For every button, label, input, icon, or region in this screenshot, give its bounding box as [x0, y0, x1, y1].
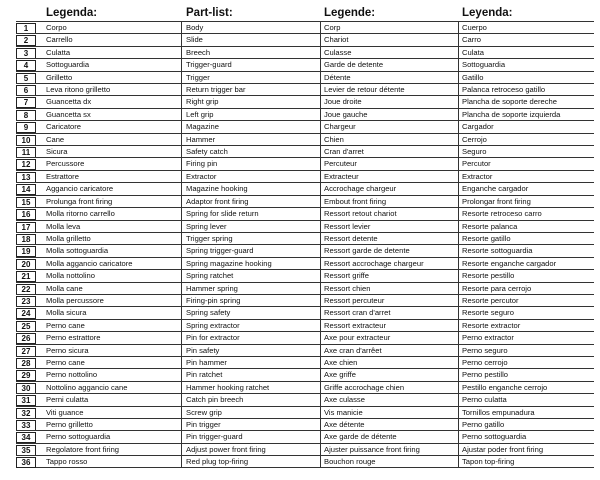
cell-english: Screw grip: [186, 407, 222, 417]
cell-english: Pin trigger-guard: [186, 432, 243, 442]
cell-italian: Tappo rosso: [46, 457, 88, 467]
table-row: [16, 381, 594, 393]
cell-spanish: Culata: [462, 47, 484, 57]
cell-english: Magazine: [186, 122, 219, 132]
cell-italian: Perno cane: [46, 357, 85, 367]
cell-spanish: Resorte palanca: [462, 221, 518, 231]
header-italian: Legenda:: [46, 7, 98, 19]
cell-french: Ressort cran d'arret: [324, 308, 391, 318]
cell-french: Ressort retout chariot: [324, 209, 397, 219]
table-row: [16, 83, 594, 95]
cell-french: Embout front firing: [324, 196, 387, 206]
cell-spanish: Resorte retroceso carro: [462, 209, 542, 219]
cell-italian: Sicura: [46, 147, 68, 157]
cell-italian: Estrattore: [46, 171, 79, 181]
cell-french: Chien: [324, 134, 344, 144]
cell-french: Corp: [324, 23, 341, 32]
cell-spanish: Plancha de soporte dereche: [462, 97, 557, 107]
cell-french: Ressort percuteur: [324, 295, 385, 305]
table-row: [16, 207, 594, 219]
table-row: [16, 46, 594, 58]
cell-english: Adjust power front firing: [186, 444, 266, 454]
cell-english: Trigger: [186, 72, 210, 82]
cell-english: Pin trigger: [186, 420, 221, 429]
cell-french: Axe cran d'arrêet: [324, 345, 382, 355]
cell-french: Ajuster puissance front firing: [324, 444, 420, 454]
cell-spanish: Seguro: [462, 147, 487, 157]
table-row: [16, 182, 594, 194]
cell-english: Spring safety: [186, 308, 231, 318]
cell-italian: Molla ritorno carrello: [46, 209, 115, 219]
cell-french: Griffe accrochage chien: [324, 382, 405, 392]
item-number: 36: [16, 457, 36, 468]
cell-spanish: Extractor: [462, 171, 493, 181]
item-number: 35: [16, 445, 36, 456]
item-number: 2: [16, 35, 36, 46]
cell-french: Accrochage chargeur: [324, 184, 397, 194]
cell-french: Ressort garde de detente: [324, 246, 410, 256]
cell-italian: Molla cane: [46, 283, 83, 293]
table-row: [16, 95, 594, 107]
item-number: 1: [16, 23, 36, 34]
cell-english: Firing pin: [186, 159, 218, 169]
cell-italian: Perno estrattore: [46, 333, 101, 343]
cell-italian: Perno sicura: [46, 345, 89, 355]
cell-spanish: Resorte extractor: [462, 320, 521, 330]
cell-italian: Nottolino aggancio cane: [46, 382, 128, 392]
cell-english: Spring magazine hooking: [186, 258, 272, 268]
item-number: 15: [16, 197, 36, 208]
cell-french: Axe pour extracteur: [324, 333, 391, 343]
cell-english: Spring for slide return: [186, 209, 259, 219]
table-row: [16, 269, 594, 281]
cell-english: Left grip: [186, 109, 214, 119]
cell-italian: Sottoguardia: [46, 60, 90, 70]
table-row: [16, 368, 594, 380]
cell-italian: Guancetta sx: [46, 109, 91, 119]
cell-spanish: Resorte sottoguardia: [462, 246, 533, 256]
cell-french: Ressort extracteur: [324, 320, 387, 330]
table-row: [16, 133, 594, 145]
cell-french: Ressort griffe: [324, 271, 370, 281]
cell-french: Axe garde de détente: [324, 432, 397, 442]
table-row: [16, 120, 594, 132]
item-number: 28: [16, 358, 36, 369]
cell-french: Cran d'arret: [324, 147, 364, 157]
cell-french: Axe griffe: [324, 370, 356, 380]
header-spanish: Leyenda:: [462, 7, 513, 19]
cell-spanish: Cuerpo: [462, 23, 487, 32]
cell-italian: Culatta: [46, 47, 71, 57]
header-row: [16, 6, 594, 20]
item-number: 23: [16, 296, 36, 307]
cell-french: Joue gauche: [324, 109, 368, 119]
cell-italian: Percussore: [46, 159, 85, 169]
cell-english: Right grip: [186, 97, 219, 107]
cell-english: Pin ratchet: [186, 370, 223, 380]
cell-french: Ressort detente: [324, 233, 378, 243]
cell-french: Axe culasse: [324, 395, 365, 405]
table-row: [16, 319, 594, 331]
item-number: 9: [16, 122, 36, 133]
cell-english: Spring lever: [186, 221, 227, 231]
item-number: 27: [16, 346, 36, 357]
item-number: 31: [16, 395, 36, 406]
cell-french: Extracteur: [324, 171, 359, 181]
cell-spanish: Pestillo enganche cerrojo: [462, 382, 548, 392]
cell-english: Pin safety: [186, 345, 220, 355]
item-number: 12: [16, 159, 36, 170]
cell-french: Ressort accrochage chargeur: [324, 258, 424, 268]
cell-spanish: Perno extractor: [462, 333, 514, 343]
item-number: 7: [16, 97, 36, 108]
table-row: [16, 21, 594, 33]
cell-spanish: Perno cerrojo: [462, 357, 508, 367]
cell-french: Axe chien: [324, 357, 358, 367]
cell-french: Vis manicie: [324, 407, 363, 417]
cell-spanish: Resorte seguro: [462, 308, 514, 318]
cell-english: Trigger-guard: [186, 60, 232, 70]
item-number: 10: [16, 135, 36, 146]
item-number: 14: [16, 184, 36, 195]
cell-spanish: Prolongar front firing: [462, 196, 531, 206]
table-row: [16, 443, 594, 455]
cell-spanish: Resorte para cerrojo: [462, 283, 532, 293]
cell-spanish: Cargador: [462, 122, 494, 132]
cell-french: Culasse: [324, 47, 352, 57]
item-number: 3: [16, 48, 36, 59]
cell-italian: Molla grilletto: [46, 233, 91, 243]
item-number: 16: [16, 209, 36, 220]
table-row: [16, 232, 594, 244]
cell-italian: Molla sottoguardia: [46, 246, 109, 256]
item-number: 32: [16, 408, 36, 419]
cell-spanish: Ajustar poder front firing: [462, 444, 544, 454]
cell-italian: Caricatore: [46, 122, 82, 132]
table-row: [16, 33, 594, 45]
item-number: 20: [16, 259, 36, 270]
cell-english: Catch pin breech: [186, 395, 244, 405]
cell-spanish: Perno gatillo: [462, 420, 505, 429]
cell-spanish: Perno seguro: [462, 345, 508, 355]
table-body: [16, 21, 594, 468]
cell-french: Percuteur: [324, 159, 357, 169]
item-number: 8: [16, 110, 36, 121]
cell-english: Safety catch: [186, 147, 228, 157]
item-number: 5: [16, 73, 36, 84]
table-row: [16, 220, 594, 232]
table-row: [16, 430, 594, 442]
item-number: 33: [16, 420, 36, 431]
cell-italian: Perno grilletto: [46, 420, 93, 429]
cell-english: Hammer hooking ratchet: [186, 382, 270, 392]
table-row: [16, 108, 594, 120]
cell-italian: Corpo: [46, 23, 67, 32]
cell-english: Spring extractor: [186, 320, 240, 330]
item-number: 24: [16, 308, 36, 319]
cell-french: Garde de detente: [324, 60, 384, 70]
table-row: [16, 306, 594, 318]
cell-spanish: Perno culatta: [462, 395, 507, 405]
cell-italian: Regolatore front firing: [46, 444, 120, 454]
table-row: [16, 418, 594, 430]
item-number: 30: [16, 383, 36, 394]
table-row: [16, 195, 594, 207]
cell-spanish: Enganche cargador: [462, 184, 529, 194]
cell-italian: Cane: [46, 134, 65, 144]
table-row: [16, 157, 594, 169]
cell-italian: Aggancio caricatore: [46, 184, 114, 194]
item-number: 19: [16, 246, 36, 257]
cell-english: Spring trigger-guard: [186, 246, 254, 256]
cell-english: Pin for extractor: [186, 333, 240, 343]
cell-spanish: Perno sottoguardia: [462, 432, 527, 442]
cell-italian: Carrello: [46, 35, 73, 45]
item-number: 13: [16, 172, 36, 183]
table-row: [16, 282, 594, 294]
table-row: [16, 393, 594, 405]
table-row: [16, 170, 594, 182]
cell-english: Extractor: [186, 171, 217, 181]
cell-english: Body: [186, 23, 204, 32]
cell-french: Bouchon rouge: [324, 457, 376, 467]
cell-english: Breech: [186, 47, 211, 57]
cell-french: Ressort chien: [324, 283, 371, 293]
cell-french: Joue droite: [324, 97, 362, 107]
table-row: [16, 455, 594, 467]
item-number: 29: [16, 370, 36, 381]
item-number: 34: [16, 432, 36, 443]
cell-french: Ressort levier: [324, 221, 371, 231]
cell-french: Axe détente: [324, 420, 365, 429]
item-number: 25: [16, 321, 36, 332]
table-row: [16, 58, 594, 70]
cell-spanish: Resorte pestillo: [462, 271, 515, 281]
cell-italian: Perno nottolino: [46, 370, 98, 380]
cell-english: Red plug top-firing: [186, 457, 249, 467]
cell-french: Chariot: [324, 35, 349, 45]
cell-english: Hammer: [186, 134, 216, 144]
header-french: Legende:: [324, 7, 376, 19]
cell-english: Pin hammer: [186, 357, 227, 367]
cell-spanish: Tornillos empunadura: [462, 407, 535, 417]
table-row: [16, 145, 594, 157]
cell-italian: Grilletto: [46, 72, 73, 82]
cell-italian: Guancetta dx: [46, 97, 92, 107]
cell-english: Trigger spring: [186, 233, 233, 243]
item-number: 22: [16, 284, 36, 295]
item-number: 4: [16, 60, 36, 71]
cell-english: Firing-pin spring: [186, 295, 241, 305]
cell-italian: Molla percussore: [46, 295, 104, 305]
table-row: [16, 344, 594, 356]
cell-spanish: Resorte percutor: [462, 295, 519, 305]
item-number: 21: [16, 271, 36, 282]
item-number: 11: [16, 147, 36, 158]
cell-english: Slide: [186, 35, 203, 45]
table-row: [16, 356, 594, 368]
cell-spanish: Palanca retroceso gatillo: [462, 85, 546, 95]
cell-spanish: Resorte enganche cargador: [462, 258, 557, 268]
table-row: [16, 71, 594, 83]
cell-spanish: Carro: [462, 35, 481, 45]
parts-legend-table: [16, 6, 594, 468]
item-number: 18: [16, 234, 36, 245]
cell-spanish: Tapon top-firing: [462, 457, 515, 467]
cell-english: Hammer spring: [186, 283, 238, 293]
cell-spanish: Resorte gatillo: [462, 233, 511, 243]
cell-english: Spring ratchet: [186, 271, 234, 281]
item-number: 26: [16, 333, 36, 344]
item-number: 6: [16, 85, 36, 96]
cell-italian: Perno sottoguardia: [46, 432, 111, 442]
table-row: [16, 331, 594, 343]
cell-spanish: Gatillo: [462, 72, 484, 82]
cell-italian: Molla aggancio caricatore: [46, 258, 133, 268]
cell-english: Adaptor front firing: [186, 196, 249, 206]
table-row: [16, 294, 594, 306]
cell-french: Chargeur: [324, 122, 356, 132]
cell-italian: Molla leva: [46, 221, 81, 231]
header-english: Part-list:: [186, 7, 233, 19]
item-number: 17: [16, 222, 36, 233]
cell-english: Return trigger bar: [186, 85, 246, 95]
table-row: [16, 244, 594, 256]
table-row: [16, 406, 594, 418]
cell-french: Levier de retour détente: [324, 85, 405, 95]
cell-italian: Perno cane: [46, 320, 85, 330]
cell-spanish: Perno pestillo: [462, 370, 509, 380]
cell-italian: Leva ritono grilletto: [46, 85, 111, 95]
cell-italian: Viti guance: [46, 407, 84, 417]
cell-spanish: Percutor: [462, 159, 491, 169]
cell-spanish: Sottoguardia: [462, 60, 506, 70]
cell-english: Magazine hooking: [186, 184, 248, 194]
cell-italian: Perni culatta: [46, 395, 89, 405]
cell-italian: Molla nottolino: [46, 271, 95, 281]
table-row: [16, 257, 594, 269]
cell-italian: Prolunga front firing: [46, 196, 113, 206]
cell-french: Détente: [324, 72, 351, 82]
cell-italian: Molla sicura: [46, 308, 87, 318]
cell-spanish: Plancha de soporte izquierda: [462, 109, 561, 119]
cell-spanish: Cerrojo: [462, 134, 487, 144]
